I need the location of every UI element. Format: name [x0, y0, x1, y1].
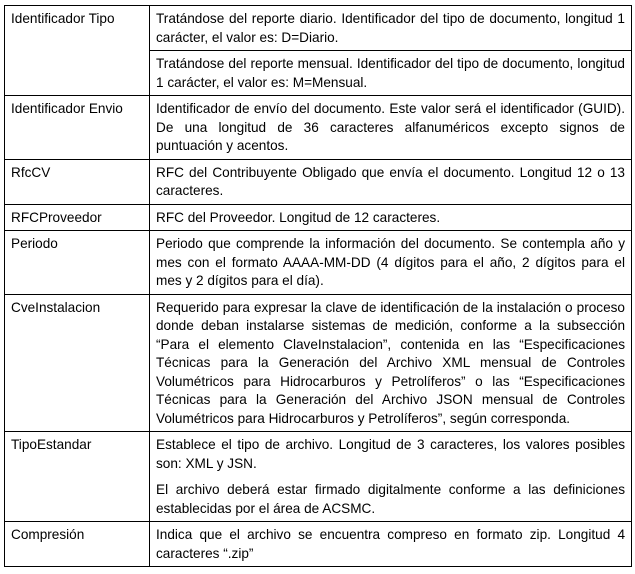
description-cell: Identificador de envío del documento. Este valor será el identificador (GUID). De una longitud de 36 caracteres alfanuméricos excepto signos de puntuación y acentos.: [150, 96, 632, 160]
table-row: [5, 159, 632, 204]
table-row: [5, 6, 632, 51]
table-row: [5, 294, 632, 432]
description-paragraph: El archivo deberá estar firmado digitalmente conforme a las definiciones establecidas por el área de ACSMC.: [156, 482, 625, 516]
description-cell: Tratándose del reporte diario. Identificador del tipo de documento, longitud 1 carácter, el valor es: D=Diario.: [150, 6, 632, 51]
description-cell: [150, 432, 632, 522]
table-row: [5, 96, 632, 160]
description-cell: Periodo que comprende la información del documento. Se contempla año y mes con el formato AAAA-MM-DD (4 dígitos para el año, 2 dígitos para el mes y 2 dígitos para el día).: [150, 231, 632, 295]
field-name-cell: Identificador Tipo: [5, 6, 150, 96]
field-name-cell: Identificador Envio: [5, 96, 150, 160]
description-cell: Indica que el archivo se encuentra compreso en formato zip. Longitud 4 caracteres “.zip”: [150, 522, 632, 567]
description-cell: Requerido para expresar la clave de identificación de la instalación o proceso donde deban instalarse sistemas de medición, conforme a la subsección “Para el elemento ClaveInstalacion”, contenida en las “Especificaciones Técnicas para la Generación del Archivo XML mensual de Controles Volumétricos para Hidrocarburos y Petrolíferos” o las “Especificaciones Técnicas para la Generación del Archivo JSON mensual de Controles Volumétricos para Hidrocarburos y Petrolíferos”, según corresponda.: [150, 294, 632, 432]
description-cell: RFC del Contribuyente Obligado que envía el documento. Longitud 12 o 13 caracteres.: [150, 159, 632, 204]
description-cell: RFC del Proveedor. Longitud de 12 caracteres.: [150, 204, 632, 231]
description-cell: Tratándose del reporte mensual. Identificador del tipo de documento, longitud 1 carácter, el valor es: M=Mensual.: [150, 51, 632, 96]
field-name-cell: CveInstalacion: [5, 294, 150, 432]
table-row: [5, 204, 632, 231]
field-name-cell: Periodo: [5, 231, 150, 295]
field-name-cell: Compresión: [5, 522, 150, 567]
field-name-cell: TipoEstandar: [5, 432, 150, 522]
field-name-cell: RFCProveedor: [5, 204, 150, 231]
table-row: [5, 432, 632, 522]
field-name-cell: RfcCV: [5, 159, 150, 204]
table-row: [5, 522, 632, 567]
description-paragraph: Establece el tipo de archivo. Longitud de 3 caracteres, los valores posibles son: XML y JSN.: [156, 437, 625, 471]
specification-table: [4, 5, 632, 567]
table-row: [5, 231, 632, 295]
